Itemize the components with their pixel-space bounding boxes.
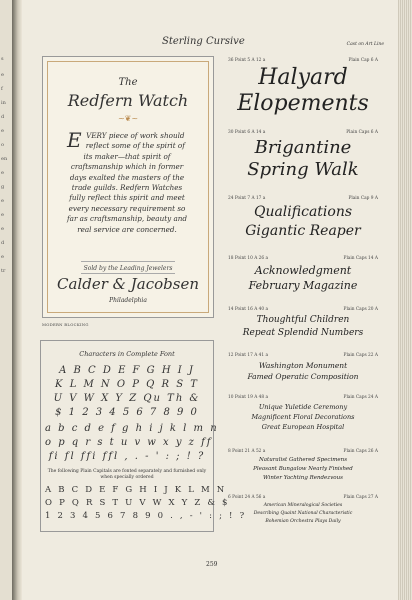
prev-page-fragment: s (1, 56, 4, 62)
specimen-plain-cap: Plain Cap 6 A (348, 58, 378, 63)
specimen-line: Describing Quaint National Characteristic (253, 511, 353, 516)
sample-body-paragraph: VERY piece of work should reflect some of the spirit of its maker—that spirit of craftsmanship which in former days exalted the masters of the trade guilds. Redfern Watches fully reflect this spirit and meet every necessary requirement so far as craftsmanship, beauty and real service are concerned. (67, 131, 187, 234)
divider-rule (81, 261, 175, 262)
specimen-line: Pleasant Bungalow Nearly Finished (253, 466, 353, 472)
specimen-size: 18 Point 10 A 26 a (228, 256, 269, 261)
prev-page-fragment: e (1, 128, 4, 134)
drop-cap: E (67, 128, 82, 152)
specimen-line: American Mineralogical Societies (263, 503, 343, 508)
sample-company-name: Calder & Jacobsen (57, 275, 199, 293)
page-stack-edge (398, 0, 412, 600)
prev-page-fragment: e (1, 212, 4, 218)
specimen-block (228, 58, 378, 117)
specimen-line: Washington Monument (258, 361, 348, 370)
specimen-plain-cap: Plain Caps 22 A (343, 353, 378, 358)
specimen-line: Naturalist Gathered Specimens (258, 457, 348, 463)
specimen-plain-cap: Plain Caps 26 A (343, 449, 378, 454)
specimen-line: Magnificent Floral Decorations (251, 413, 355, 421)
plain-capitals-row: O P Q R S T U V W X Y Z & $ (45, 498, 230, 508)
prev-page-fragment: f (1, 86, 3, 92)
specimen-line: Elopements (237, 91, 369, 116)
character-row: $ 1 2 3 4 5 6 7 8 9 0 (55, 407, 199, 418)
prev-page-fragment: e (1, 198, 4, 204)
specimen-size: 12 Point 17 A 41 a (228, 353, 269, 358)
page-number: 259 (206, 561, 218, 568)
character-row: U V W X Y Z Qu Th & (53, 393, 201, 404)
prev-page-fragment: e (1, 72, 4, 78)
specimen-plain-cap: Plain Cap 9 A (348, 196, 378, 201)
specimen-line: Thoughtful Children (256, 315, 350, 325)
specimen-size: 6 Point 24 A 56 a (228, 495, 266, 500)
ornament-flourish: ~❦~ (117, 114, 139, 123)
specimen-line: Qualifications (253, 204, 353, 220)
specimen-line: February Magazine (248, 279, 358, 292)
specimen-plain-cap: Plain Caps 6 A (346, 130, 378, 135)
specimen-block (228, 353, 378, 382)
specimen-size: 30 Point 6 A 14 a (228, 130, 266, 135)
character-row: o p q r s t u v w x y z ff (45, 437, 213, 448)
specimen-size: 14 Point 16 A 40 a (228, 307, 269, 312)
specimen-line: Unique Yuletide Ceremony (258, 403, 348, 411)
divider-rule (81, 273, 175, 274)
card-footnote: MODERN BLOCKING (42, 322, 89, 327)
character-row: K L M N O P Q R S T (55, 379, 199, 390)
specimen-block (228, 395, 378, 432)
specimen-block (228, 307, 378, 340)
specimen-line: Bohemian Orchestra Plays Daily (265, 519, 341, 524)
specimen-size: 10 Point 19 A 48 a (228, 395, 269, 400)
specimen-block (228, 130, 378, 181)
specimen-line: Famed Operatic Composition (247, 372, 359, 381)
specimen-line: Brigantine (254, 137, 352, 158)
prev-page-fragment: tr (1, 268, 6, 274)
sample-the: The (118, 77, 138, 88)
specimen-block (228, 196, 378, 241)
prev-page-fragment: e (1, 170, 4, 176)
prev-page-fragment: d (1, 114, 5, 120)
specimen-plain-cap: Plain Caps 24 A (343, 395, 378, 400)
prev-page-fragment: d (1, 240, 5, 246)
plain-capitals-note: The following Plain Capitals are fonted separately and furnished only when specially ordered (47, 469, 207, 480)
specimen-size: 36 Point 5 A 12 a (228, 58, 266, 63)
specimen-line: Acknowledgment (254, 264, 352, 277)
sample-advertisement-card (42, 56, 214, 318)
character-row: fi fl ffi ffl , . - ' : ; ! ? (48, 451, 206, 462)
specimen-size: 24 Point 7 A 17 a (228, 196, 266, 201)
specimen-plain-cap: Plain Caps 14 A (343, 256, 378, 261)
book-page (22, 0, 398, 600)
specimen-line: Halyard (258, 65, 348, 90)
character-set-title: Characters in Complete Font (79, 350, 175, 358)
prev-page-fragment: e (1, 254, 4, 260)
prev-page-fragment: e (1, 226, 4, 232)
page-header-title: Sterling Cursive (162, 36, 245, 47)
specimen-block (228, 495, 378, 526)
sample-body-text (67, 128, 187, 235)
plain-capitals-row: 1 2 3 4 5 6 7 8 9 0 . , - ' : ; ! ? (45, 511, 247, 521)
specimen-block (228, 256, 378, 293)
plain-capitals-row: A B C D E F G H I J K L M N (45, 485, 227, 495)
specimen-line: Great European Hospital (261, 423, 345, 431)
specimen-plain-cap: Plain Caps 20 A (343, 307, 378, 312)
specimen-line: Gigantic Reaper (245, 223, 361, 239)
prev-page-fragment: g (1, 184, 5, 190)
character-row: a b c d e f g h i j k l m n (45, 423, 219, 434)
specimen-size: 8 Point 21 A 52 a (228, 449, 266, 454)
sample-title: Redfern Watch (67, 91, 189, 110)
specimen-line: Winter Yachting Rendezvous (263, 475, 343, 481)
sample-sold-line: Sold by the Leading Jewelers (83, 265, 173, 272)
specimen-plain-cap: Plain Caps 27 A (343, 495, 378, 500)
sample-city: Philadelphia (109, 297, 147, 304)
specimen-line: Repeat Splendid Numbers (242, 328, 364, 338)
specimen-line: Spring Walk (247, 159, 359, 180)
prev-page-fragment: o (1, 142, 5, 148)
prev-page-fragment: in (1, 100, 6, 106)
specimen-block (228, 449, 378, 483)
page-header-note: Cast on Art Line (346, 42, 384, 47)
book-gutter (12, 0, 22, 600)
character-row: A B C D E F G H I J (59, 365, 195, 376)
prev-page-fragment: en (1, 156, 8, 162)
